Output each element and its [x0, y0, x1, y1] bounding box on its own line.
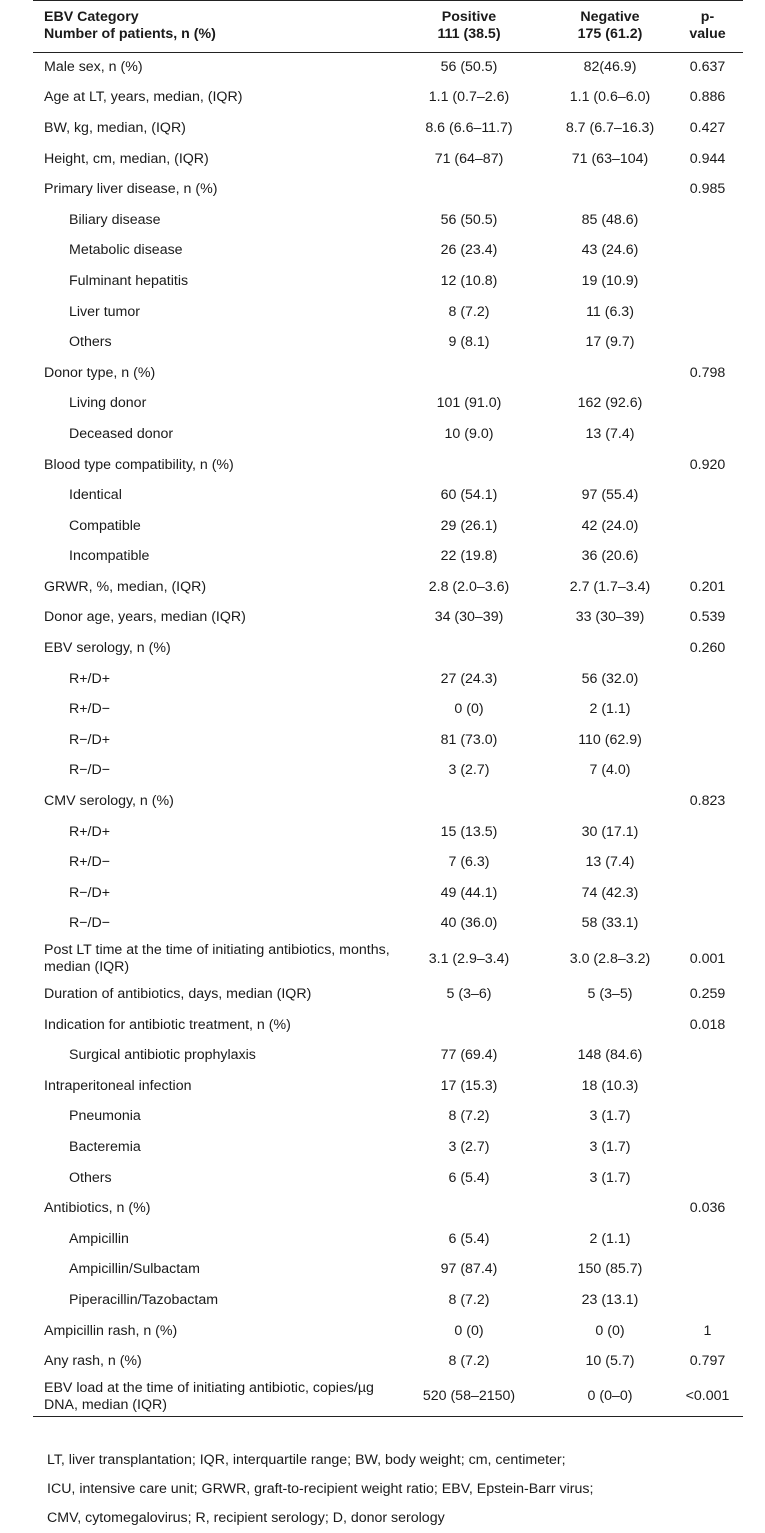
row-label: Compatible: [69, 517, 141, 534]
negative-value: 18 (10.3): [581, 1077, 639, 1094]
positive-value: 22 (19.8): [440, 548, 498, 565]
row-label: Age at LT, years, median, (IQR): [44, 89, 243, 106]
negative-value: 56 (32.0): [581, 670, 639, 687]
row-label: R+/D+: [69, 670, 111, 687]
row-label: Deceased donor: [69, 425, 174, 442]
row-label: Donor type, n (%): [44, 364, 156, 381]
table-row: [33, 633, 743, 664]
table-row: [33, 511, 743, 542]
row-label: Male sex, n (%): [44, 59, 143, 76]
negative-value: 13 (7.4): [585, 854, 635, 871]
table-row: [33, 83, 743, 114]
table-row: [33, 358, 743, 389]
negative-value: 148 (84.6): [577, 1047, 643, 1064]
negative-value: [548, 786, 672, 817]
p-value: 0.001: [689, 950, 726, 967]
table-row: [33, 756, 743, 787]
negative-value: 2 (1.1): [589, 701, 631, 718]
p-value: 0.201: [689, 578, 726, 595]
positive-value: 8.6 (6.6–11.7): [425, 119, 513, 136]
row-label: Intraperitoneal infection: [44, 1077, 192, 1094]
table-row: [33, 113, 743, 144]
table-body: [33, 52, 743, 1417]
table-row: [33, 572, 743, 603]
negative-value: 17 (9.7): [585, 334, 635, 351]
positive-value: 34 (30–39): [434, 609, 504, 626]
table-row: [33, 205, 743, 236]
p-value: [672, 205, 743, 236]
row-label: Piperacillin/Tazobactam: [69, 1291, 219, 1308]
p-value: [672, 1071, 743, 1102]
row-label: R−/D+: [69, 884, 111, 901]
negative-value: [548, 174, 672, 205]
positive-value: 8 (7.2): [448, 1353, 490, 1370]
p-value: [672, 909, 743, 940]
positive-value: 3 (2.7): [448, 1138, 490, 1155]
positive-value: 49 (44.1): [440, 884, 498, 901]
p-value: 0.539: [689, 609, 726, 626]
p-value: [672, 1163, 743, 1194]
negative-value: 13 (7.4): [585, 425, 635, 442]
row-label: R+/D−: [69, 701, 111, 718]
p-value: 0.920: [689, 456, 726, 473]
positive-value: 10 (9.0): [444, 425, 494, 442]
p-value: 0.944: [689, 150, 726, 167]
table-row: [33, 1132, 743, 1163]
row-label: R−/D+: [69, 731, 111, 748]
positive-value: [390, 1010, 548, 1041]
negative-value: 110 (62.9): [578, 731, 642, 748]
p-value: [672, 725, 743, 756]
table-row: [33, 817, 743, 848]
p-value: [672, 817, 743, 848]
positive-value: 2.8 (2.0–3.6): [428, 578, 510, 595]
table-row: [33, 327, 743, 358]
row-label: R−/D−: [69, 762, 111, 779]
row-label: Blood type compatibility, n (%): [44, 456, 234, 473]
negative-value: 5 (3–5): [587, 986, 633, 1003]
table-row: [33, 847, 743, 878]
row-label: R+/D+: [69, 823, 111, 840]
table-row: [33, 1285, 743, 1316]
table-row: [33, 1163, 743, 1194]
positive-value: 9 (8.1): [448, 334, 490, 351]
row-label: Antibiotics, n (%): [44, 1200, 151, 1217]
header-category-line1: EBV Category: [44, 8, 139, 25]
negative-value: 0 (0–0): [548, 1377, 672, 1417]
header-positive: [390, 0, 548, 52]
footnote-line: CMV, cytomegalovirus; R, recipient serology; D, donor serology: [47, 1510, 445, 1526]
table-row: [33, 52, 743, 83]
positive-value: [390, 358, 548, 389]
positive-value: 27 (24.3): [440, 670, 498, 687]
p-value: [672, 1255, 743, 1286]
p-value: [672, 1040, 743, 1071]
row-label: Others: [69, 334, 112, 351]
row-label: Duration of antibiotics, days, median (IQR): [44, 986, 312, 1003]
table-footnote: [47, 1446, 737, 1533]
row-label: Surgical antibiotic prophylaxis: [69, 1047, 256, 1064]
positive-value: [390, 450, 548, 481]
row-label: EBV serology, n (%): [44, 640, 171, 657]
positive-value: [390, 174, 548, 205]
negative-value: 85 (48.6): [581, 211, 639, 228]
positive-value: 71 (64–87): [434, 150, 504, 167]
negative-value: 42 (24.0): [581, 517, 639, 534]
header-p-line2: value: [689, 25, 726, 42]
row-label: Others: [69, 1169, 112, 1186]
table-row: [33, 694, 743, 725]
footnote-line: LT, liver transplantation; IQR, interquartile range; BW, body weight; cm, centimeter;: [47, 1452, 566, 1468]
positive-value: 12 (10.8): [440, 272, 498, 289]
table-row: [33, 419, 743, 450]
positive-value: 6 (5.4): [448, 1169, 490, 1186]
positive-value: 3 (2.7): [448, 762, 490, 779]
table-row: [33, 480, 743, 511]
table-row: [33, 297, 743, 328]
table-row: [33, 878, 743, 909]
negative-value: 3 (1.7): [589, 1108, 631, 1125]
negative-value: 3.0 (2.8–3.2): [569, 950, 651, 967]
negative-value: 82(46.9): [583, 59, 637, 76]
negative-value: [548, 633, 672, 664]
positive-value: 7 (6.3): [448, 854, 490, 871]
table-row: [33, 1102, 743, 1133]
table-row: [33, 450, 743, 481]
header-positive-line1: Positive: [441, 8, 497, 25]
positive-value: 60 (54.1): [440, 487, 498, 504]
negative-value: 2 (1.1): [589, 1230, 631, 1247]
header-p-value: [672, 0, 743, 52]
negative-value: 71 (63–104): [571, 150, 649, 167]
positive-value: 0 (0): [454, 701, 484, 718]
p-value: [672, 297, 743, 328]
p-value: [672, 664, 743, 695]
p-value: 0.259: [689, 986, 726, 1003]
row-label: Biliary disease: [69, 211, 161, 228]
row-label: Metabolic disease: [69, 242, 183, 259]
row-label: CMV serology, n (%): [44, 793, 174, 810]
positive-value: 56 (50.5): [440, 211, 498, 228]
p-value: [672, 1102, 743, 1133]
positive-value: 8 (7.2): [448, 1108, 490, 1125]
positive-value: 8 (7.2): [448, 1291, 490, 1308]
p-value: 0.260: [689, 640, 726, 657]
p-value: [672, 542, 743, 573]
table-row: [33, 236, 743, 267]
p-value: [672, 847, 743, 878]
positive-value: 5 (3–6): [446, 986, 492, 1003]
row-label: Living donor: [69, 395, 147, 412]
p-value: [672, 756, 743, 787]
negative-value: 97 (55.4): [581, 487, 639, 504]
positive-value: 3.1 (2.9–3.4): [428, 950, 510, 967]
p-value: [672, 480, 743, 511]
table-row: [33, 786, 743, 817]
positive-value: 26 (23.4): [440, 242, 498, 259]
positive-value: 1.1 (0.7–2.6): [428, 89, 510, 106]
table-row: [33, 144, 743, 175]
negative-value: 58 (33.1): [581, 915, 639, 932]
positive-value: 17 (15.3): [440, 1077, 498, 1094]
table-header-row: [33, 0, 743, 52]
p-value: 0.886: [689, 89, 726, 106]
negative-value: [548, 1193, 672, 1224]
p-value: [672, 511, 743, 542]
footnote-line: ICU, intensive care unit; GRWR, graft-to-recipient weight ratio; EBV, Epstein-Barr virus;: [47, 1481, 594, 1497]
p-value: 0.797: [689, 1353, 726, 1370]
row-label: BW, kg, median, (IQR): [44, 119, 186, 136]
p-value: 1: [703, 1322, 712, 1339]
table-row: [33, 909, 743, 940]
p-value: [672, 236, 743, 267]
negative-value: 150 (85.7): [577, 1261, 643, 1278]
header-negative-line2: 175 (61.2): [577, 25, 643, 42]
positive-value: 6 (5.4): [448, 1230, 490, 1247]
p-value: 0.036: [689, 1200, 726, 1217]
p-value: 0.427: [689, 119, 726, 136]
header-negative-line1: Negative: [580, 8, 640, 25]
negative-value: 36 (20.6): [581, 548, 639, 565]
header-p-line1: p-: [700, 8, 715, 25]
negative-value: 43 (24.6): [581, 242, 639, 259]
positive-value: 520 (58–2150): [390, 1377, 548, 1417]
positive-value: 15 (13.5): [440, 823, 498, 840]
p-value: 0.985: [689, 181, 726, 198]
row-label: Height, cm, median, (IQR): [44, 150, 209, 167]
negative-value: 2.7 (1.7–3.4): [569, 578, 651, 595]
patient-characteristics-table: [33, 0, 743, 1417]
p-value: [672, 389, 743, 420]
p-value: [672, 327, 743, 358]
negative-value: 0 (0): [595, 1322, 625, 1339]
negative-value: 3 (1.7): [589, 1138, 631, 1155]
negative-value: 7 (4.0): [589, 762, 631, 779]
row-label: EBV load at the time of initiating antibiotic, copies/µg DNA, median (IQR): [33, 1377, 390, 1417]
table-row: [33, 389, 743, 420]
table-row: [33, 1071, 743, 1102]
table-row: [33, 1316, 743, 1347]
row-label: Donor age, years, median (IQR): [44, 609, 246, 626]
table-row: [33, 725, 743, 756]
p-value: [672, 878, 743, 909]
positive-value: 40 (36.0): [440, 915, 498, 932]
header-negative: [548, 0, 672, 52]
row-label: Pneumonia: [69, 1108, 141, 1125]
row-label: Liver tumor: [69, 303, 140, 320]
p-value: [672, 1132, 743, 1163]
positive-value: 56 (50.5): [440, 59, 498, 76]
p-value: 0.798: [689, 364, 726, 381]
row-label: Ampicillin: [69, 1230, 129, 1247]
row-label: Identical: [69, 487, 122, 504]
negative-value: 33 (30–39): [575, 609, 645, 626]
table-row: [33, 1193, 743, 1224]
negative-value: 19 (10.9): [581, 272, 639, 289]
p-value: [672, 694, 743, 725]
table-row: [33, 266, 743, 297]
p-value: <0.001: [672, 1377, 743, 1417]
positive-value: 97 (87.4): [440, 1261, 498, 1278]
table-row: [33, 603, 743, 634]
p-value: 0.018: [689, 1016, 726, 1033]
positive-value: [390, 1193, 548, 1224]
row-label: Any rash, n (%): [44, 1353, 142, 1370]
negative-value: [548, 450, 672, 481]
p-value: 0.823: [689, 793, 726, 810]
negative-value: 162 (92.6): [577, 395, 643, 412]
p-value: [672, 1224, 743, 1255]
row-label: R−/D−: [69, 915, 111, 932]
table-row: [33, 1040, 743, 1071]
row-label: Ampicillin rash, n (%): [44, 1322, 178, 1339]
table-row: [33, 664, 743, 695]
negative-value: 8.7 (6.7–16.3): [565, 119, 655, 136]
positive-value: [390, 633, 548, 664]
negative-value: [548, 1010, 672, 1041]
negative-value: 10 (5.7): [585, 1353, 635, 1370]
p-value: [672, 266, 743, 297]
table-row: [33, 1255, 743, 1286]
positive-value: 0 (0): [454, 1322, 484, 1339]
table-row: [33, 979, 743, 1010]
row-label: GRWR, %, median, (IQR): [44, 578, 207, 595]
p-value: [672, 1285, 743, 1316]
positive-value: 77 (69.4): [440, 1047, 498, 1064]
positive-value: 81 (73.0): [440, 731, 498, 748]
table-row: [33, 1346, 743, 1377]
row-label: Primary liver disease, n (%): [44, 181, 218, 198]
row-label: Post LT time at the time of initiating antibiotics, months, median (IQR): [44, 942, 390, 976]
row-label: Ampicillin/Sulbactam: [69, 1261, 200, 1278]
negative-value: 74 (42.3): [581, 884, 639, 901]
table-row: [33, 174, 743, 205]
negative-value: [548, 358, 672, 389]
negative-value: 1.1 (0.6–6.0): [569, 89, 651, 106]
positive-value: 101 (91.0): [436, 395, 502, 412]
negative-value: 3 (1.7): [589, 1169, 631, 1186]
p-value: 0.637: [689, 59, 726, 76]
negative-value: 30 (17.1): [581, 823, 639, 840]
p-value: [672, 419, 743, 450]
table-row: [33, 1224, 743, 1255]
header-category: [33, 0, 390, 52]
negative-value: 11 (6.3): [586, 303, 634, 320]
row-label: R+/D−: [69, 854, 111, 871]
row-label: Bacteremia: [69, 1138, 141, 1155]
table-row: [33, 1010, 743, 1041]
table-row: [33, 542, 743, 573]
table-row: [33, 939, 743, 979]
positive-value: 8 (7.2): [448, 303, 490, 320]
row-label: Incompatible: [69, 548, 150, 565]
positive-value: 29 (26.1): [440, 517, 498, 534]
header-category-line2: Number of patients, n (%): [44, 25, 216, 42]
row-label: Fulminant hepatitis: [69, 272, 189, 289]
row-label: Indication for antibiotic treatment, n (%): [44, 1016, 291, 1033]
table-row: [33, 1377, 743, 1417]
header-positive-line2: 111 (38.5): [437, 25, 501, 42]
negative-value: 23 (13.1): [581, 1291, 639, 1308]
positive-value: [390, 786, 548, 817]
